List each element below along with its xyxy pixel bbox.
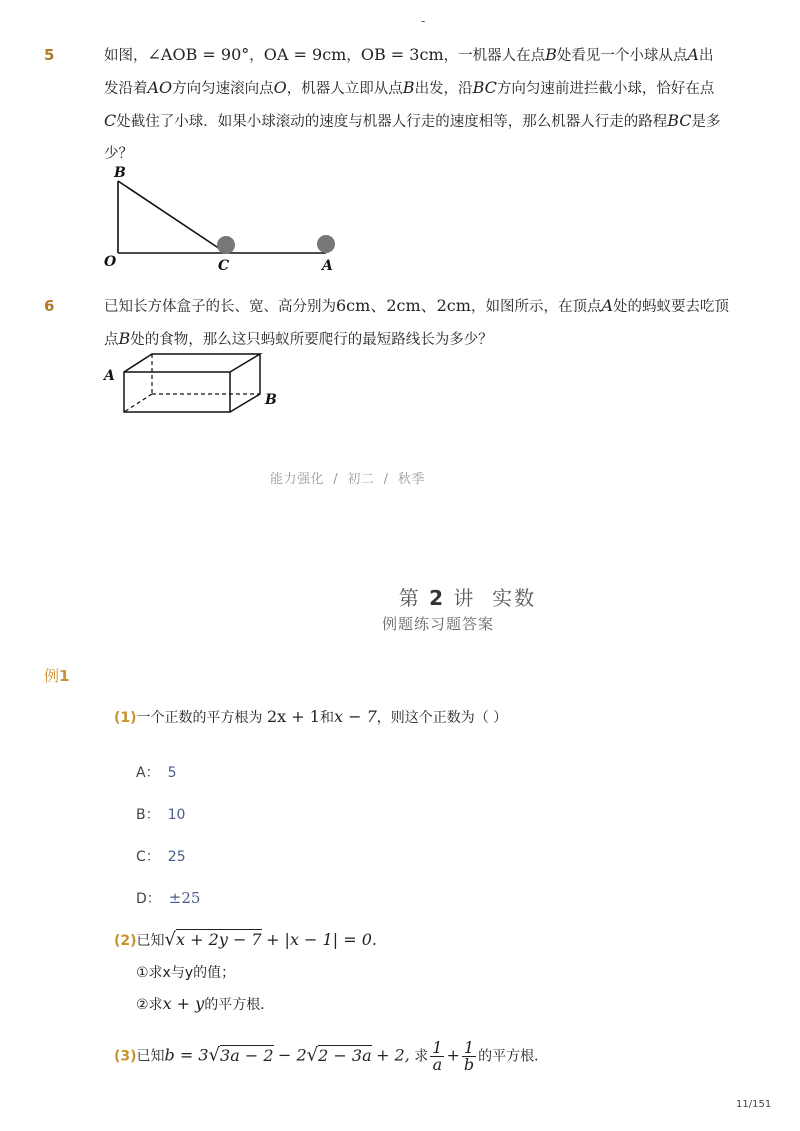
label-b: B [265,392,277,408]
problem-6-text: 已知长方体盒子的长、宽、高分别为6cm、2cm、2cm，如图所示，在顶点A处的蚂蚁要去吃顶 点B处的食物，那么这只蚂蚁所要爬行的最短路线长为多少？ [104,296,730,348]
ball-at-c [217,236,235,254]
label-c: C [218,258,230,274]
option-d[interactable]: D： ±25 [136,889,201,907]
label-b: B [114,165,126,181]
question-number: (2) [114,933,137,949]
example-label: 例1 [44,667,70,685]
hidden-edge [124,394,152,412]
question-2-sub-2: ②求x + y的平方根． [136,994,275,1013]
problem-5-text: 如图，∠AOB = 90°，OA = 9cm，OB = 3cm，一机器人在点B处看见一个小球从点A出 发沿着AO方向匀速滚向点O，机器人立即从点B出发，沿BC方向匀速前进拦截小球，恰好在点 C处截住了小球．如果小球滚动的速度与机器人行走的速度相等，那么机器人行走的路程BC是多 少？ [104,45,721,162]
ball-at-a [317,235,335,253]
problem-number: 6 [44,297,55,315]
cuboid-figure [100,350,290,420]
footer-breadcrumb: 能力强化 / 初二 / 秋季 [270,472,425,487]
cuboid-front-face [124,372,230,412]
lesson-title: 第 2 讲 实数 [398,586,537,610]
option-a[interactable]: A： 5 [136,765,177,781]
triangle-figure [100,163,350,278]
question-2: (2)已知√x + 2y − 7 + |x − 1| = 0. [114,929,377,950]
question-2-sub-1: ①求x与y的值； [136,965,236,981]
question-number: (3) [114,1048,137,1065]
segment-bc [118,181,226,253]
lesson-subtitle: 例题练习题答案 [382,615,495,633]
page-number: 11/151 [736,1099,772,1110]
problem-number: 5 [44,46,55,64]
header-mark: - [421,14,426,28]
question-number: (1) [114,710,137,726]
question-1: (1)一个正数的平方根为 2x + 1和x − 7，则这个正数为（ ） [114,707,508,726]
question-3: (3)已知b = 3√3a − 2 − 2√2 − 3a + 2, 求 $\frac{1}{a}$ + $\frac{1}{b}$ 的平方根． [114,1038,549,1074]
label-o: O [104,254,117,270]
cuboid-top-face [124,354,260,372]
option-c[interactable]: C： 25 [136,849,186,865]
label-a: A [104,368,115,384]
label-a: A [322,258,333,274]
option-b[interactable]: B： 10 [136,807,186,823]
